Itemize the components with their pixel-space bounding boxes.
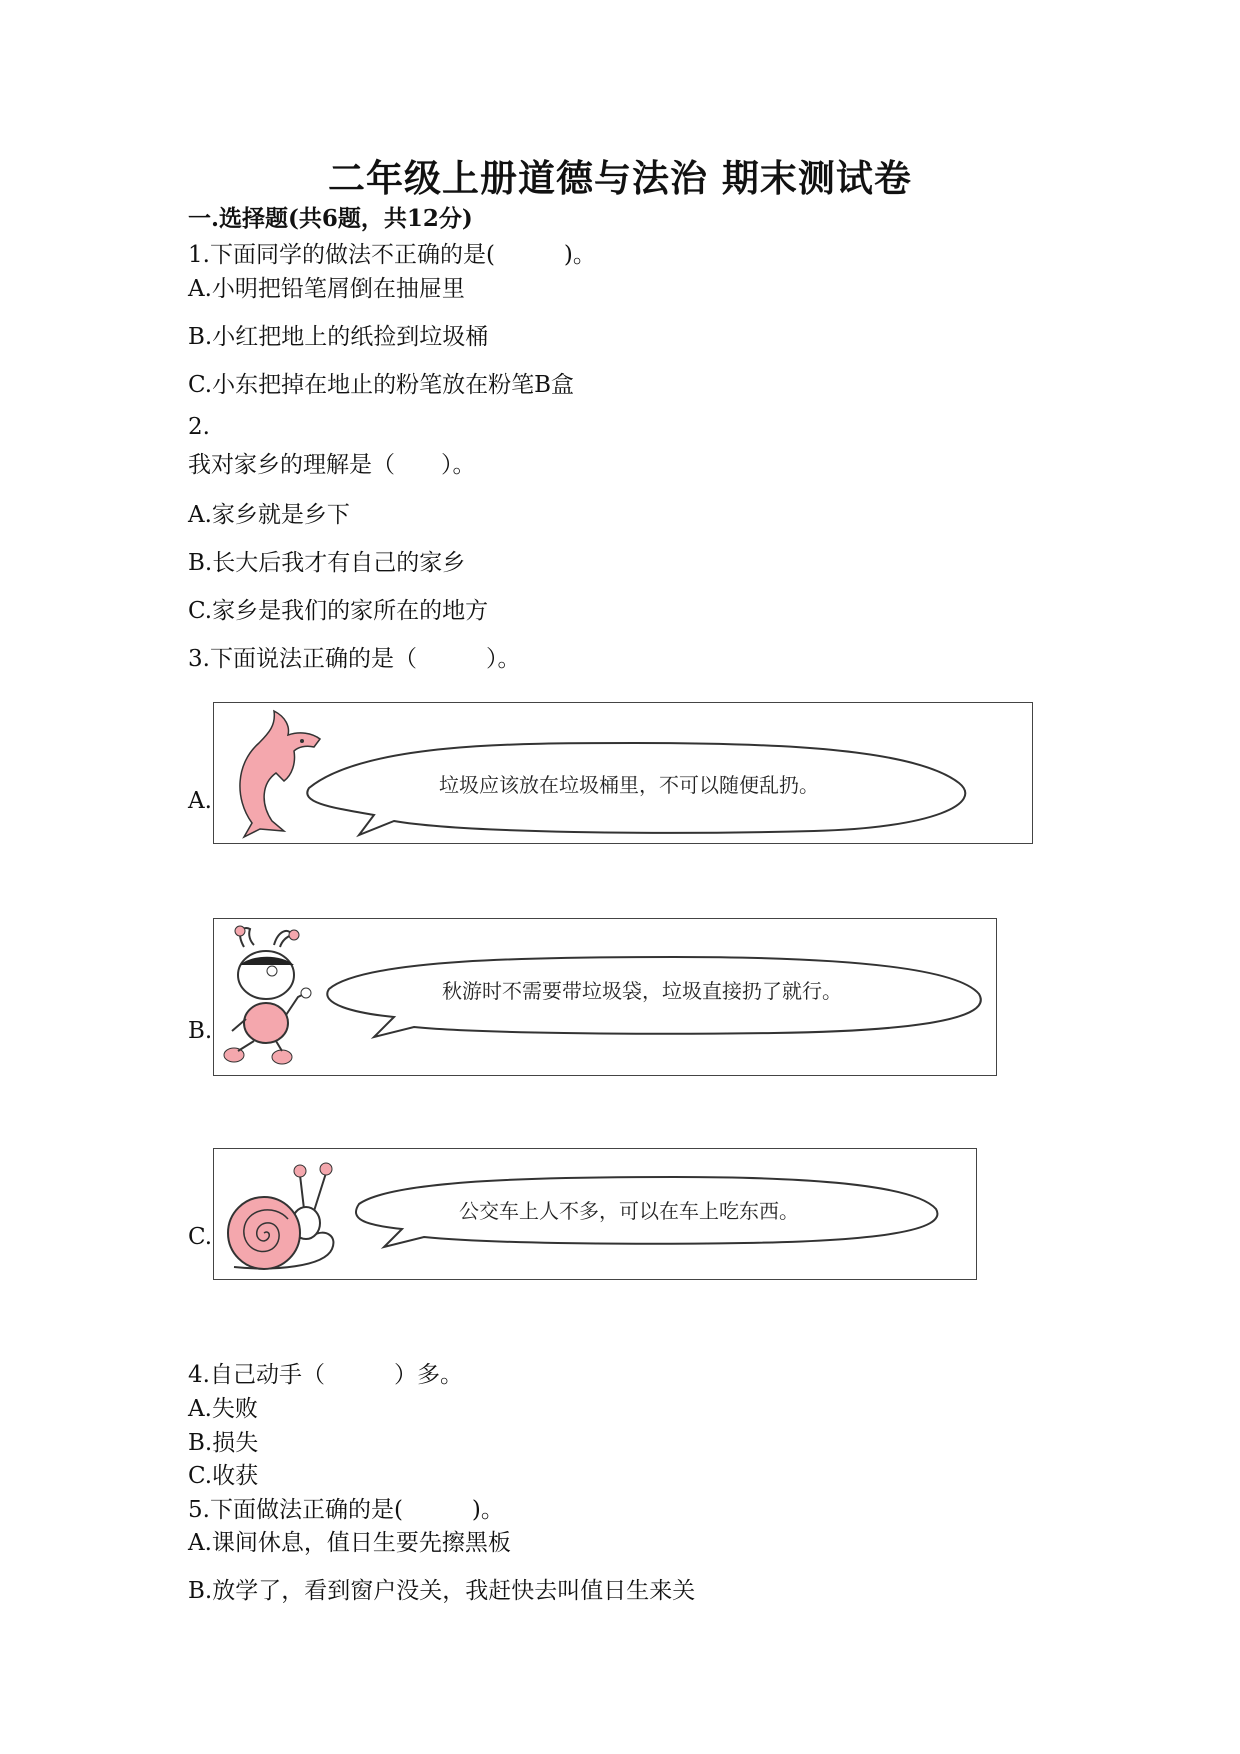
q4-option-c[interactable]: C.收获 bbox=[188, 1463, 259, 1489]
q2-option-a[interactable]: A.家乡就是乡下 bbox=[188, 502, 350, 528]
q1-stem: 1.下面同学的做法不正确的是( )。 bbox=[188, 242, 596, 268]
section-heading: 一.选择题(共6题，共12分) bbox=[188, 205, 473, 232]
q3-option-a-label[interactable]: A. bbox=[188, 788, 212, 814]
q2-stem: 我对家乡的理解是（ ）。 bbox=[188, 452, 476, 478]
q3-option-b-text: 秋游时不需要带垃圾袋，垃圾直接扔了就行。 bbox=[442, 979, 842, 1003]
q5-option-b[interactable]: B.放学了，看到窗户没关，我赶快去叫值日生来关 bbox=[188, 1578, 696, 1604]
q3-option-c-text: 公交车上人不多，可以在车上吃东西。 bbox=[459, 1199, 799, 1223]
q3-option-b-label[interactable]: B. bbox=[188, 1018, 213, 1044]
q4-stem: 4.自己动手（ ）多。 bbox=[188, 1362, 463, 1388]
q4-option-b[interactable]: B.损失 bbox=[188, 1430, 259, 1456]
q2-number: 2. bbox=[188, 414, 210, 440]
q3-option-a-text: 垃圾应该放在垃圾桶里，不可以随便乱扔。 bbox=[439, 773, 819, 797]
q3-option-b-card[interactable] bbox=[213, 918, 997, 1076]
q4-option-a[interactable]: A.失败 bbox=[188, 1396, 258, 1422]
q5-option-a[interactable]: A.课间休息，值日生要先擦黑板 bbox=[188, 1530, 511, 1556]
q5-stem: 5.下面做法正确的是( )。 bbox=[188, 1497, 504, 1523]
q1-option-a[interactable]: A.小明把铅笔屑倒在抽屉里 bbox=[188, 276, 465, 302]
q3-option-a-card[interactable] bbox=[213, 702, 1033, 844]
page-title: 二年级上册道德与法治 期末测试卷 bbox=[328, 156, 912, 200]
q3-option-c-card[interactable] bbox=[213, 1148, 977, 1280]
q2-option-b[interactable]: B.长大后我才有自己的家乡 bbox=[188, 550, 466, 576]
q3-stem: 3.下面说法正确的是（ ）。 bbox=[188, 646, 521, 672]
q1-option-b[interactable]: B.小红把地上的纸捡到垃圾桶 bbox=[188, 324, 489, 350]
q2-option-c[interactable]: C.家乡是我们的家所在的地方 bbox=[188, 598, 489, 624]
q1-option-c[interactable]: C.小东把掉在地止的粉笔放在粉笔B盒 bbox=[188, 372, 574, 398]
q3-option-c-label[interactable]: C. bbox=[188, 1224, 213, 1250]
